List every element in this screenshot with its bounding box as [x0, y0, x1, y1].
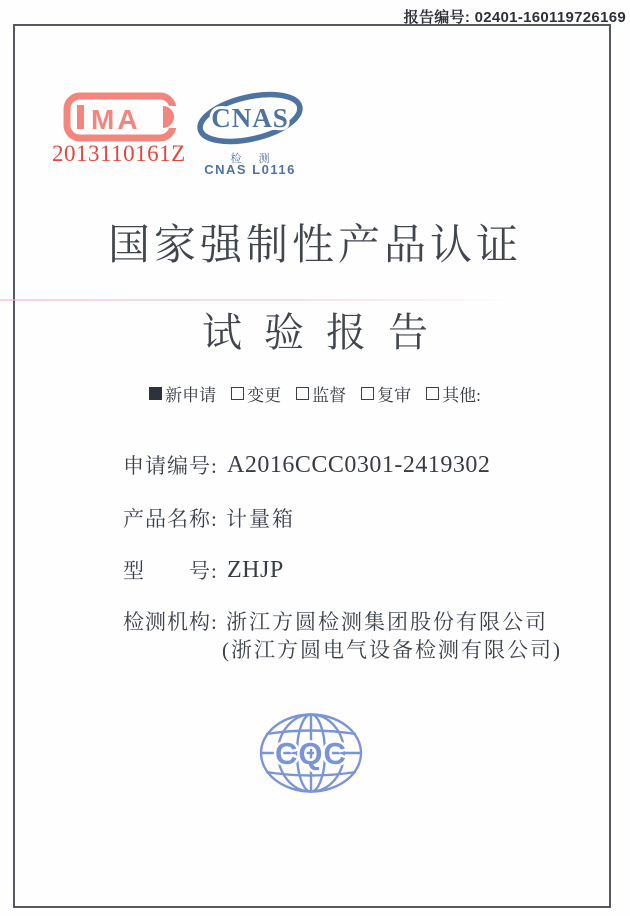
application-type-option: [426, 381, 481, 406]
checkbox-new-application: [149, 387, 162, 400]
cma-logo: [63, 92, 177, 147]
cnas-letters: CNAS: [211, 103, 289, 133]
checkbox-other: [426, 387, 439, 400]
cqc-letters: CQC: [275, 736, 347, 771]
test-org-value: 浙江方圆检测集团股份有限公司: [226, 610, 548, 634]
application-type-option: [296, 381, 346, 406]
cma-logo-icon: [63, 92, 177, 142]
report-number-value: 02401-160119726169: [474, 9, 626, 26]
application-type-option: [149, 381, 216, 406]
checkbox-label: 复审: [377, 386, 412, 405]
cqc-logo-icon: [257, 711, 365, 795]
report-number-label: 报告编号:: [403, 9, 471, 26]
application-no-value: A2016CCC0301-2419302: [227, 452, 491, 478]
checkbox-supervision: [296, 387, 309, 400]
test-org-label: 检测机构:: [123, 610, 218, 634]
application-type-option: [231, 381, 281, 406]
model-label: 型 号:: [123, 559, 218, 583]
application-type-row: [0, 381, 630, 406]
document-title-line1: 国家强制性产品认证: [107, 223, 522, 269]
cnas-accreditation-number: CNAS L0116: [204, 162, 296, 177]
document-title-line2: 试验报告: [202, 310, 450, 355]
model-value: ZHJP: [227, 557, 284, 583]
application-type-option: [361, 381, 411, 406]
checkbox-label: 其他:: [442, 386, 481, 405]
product-name-value: 计量箱: [226, 507, 295, 531]
cqc-logo: [257, 711, 365, 800]
cnas-logo-icon: [195, 88, 305, 148]
checkbox-change: [231, 387, 244, 400]
checkbox-label: 新申请: [165, 386, 217, 405]
test-org-value-line2: (浙江方圆电气设备检测有限公司): [222, 638, 562, 662]
checkbox-label: 监督: [312, 386, 347, 405]
product-name-label: 产品名称:: [123, 507, 218, 531]
cma-letters: MA: [91, 104, 141, 135]
checkbox-label: 变更: [247, 386, 282, 405]
application-no-label: 申请编号:: [123, 454, 218, 478]
cma-certificate-number: 2013110161Z: [52, 141, 186, 166]
checkbox-review: [361, 387, 374, 400]
cnas-logo: [195, 88, 305, 153]
cnas-caption: 检 测: [230, 153, 277, 165]
